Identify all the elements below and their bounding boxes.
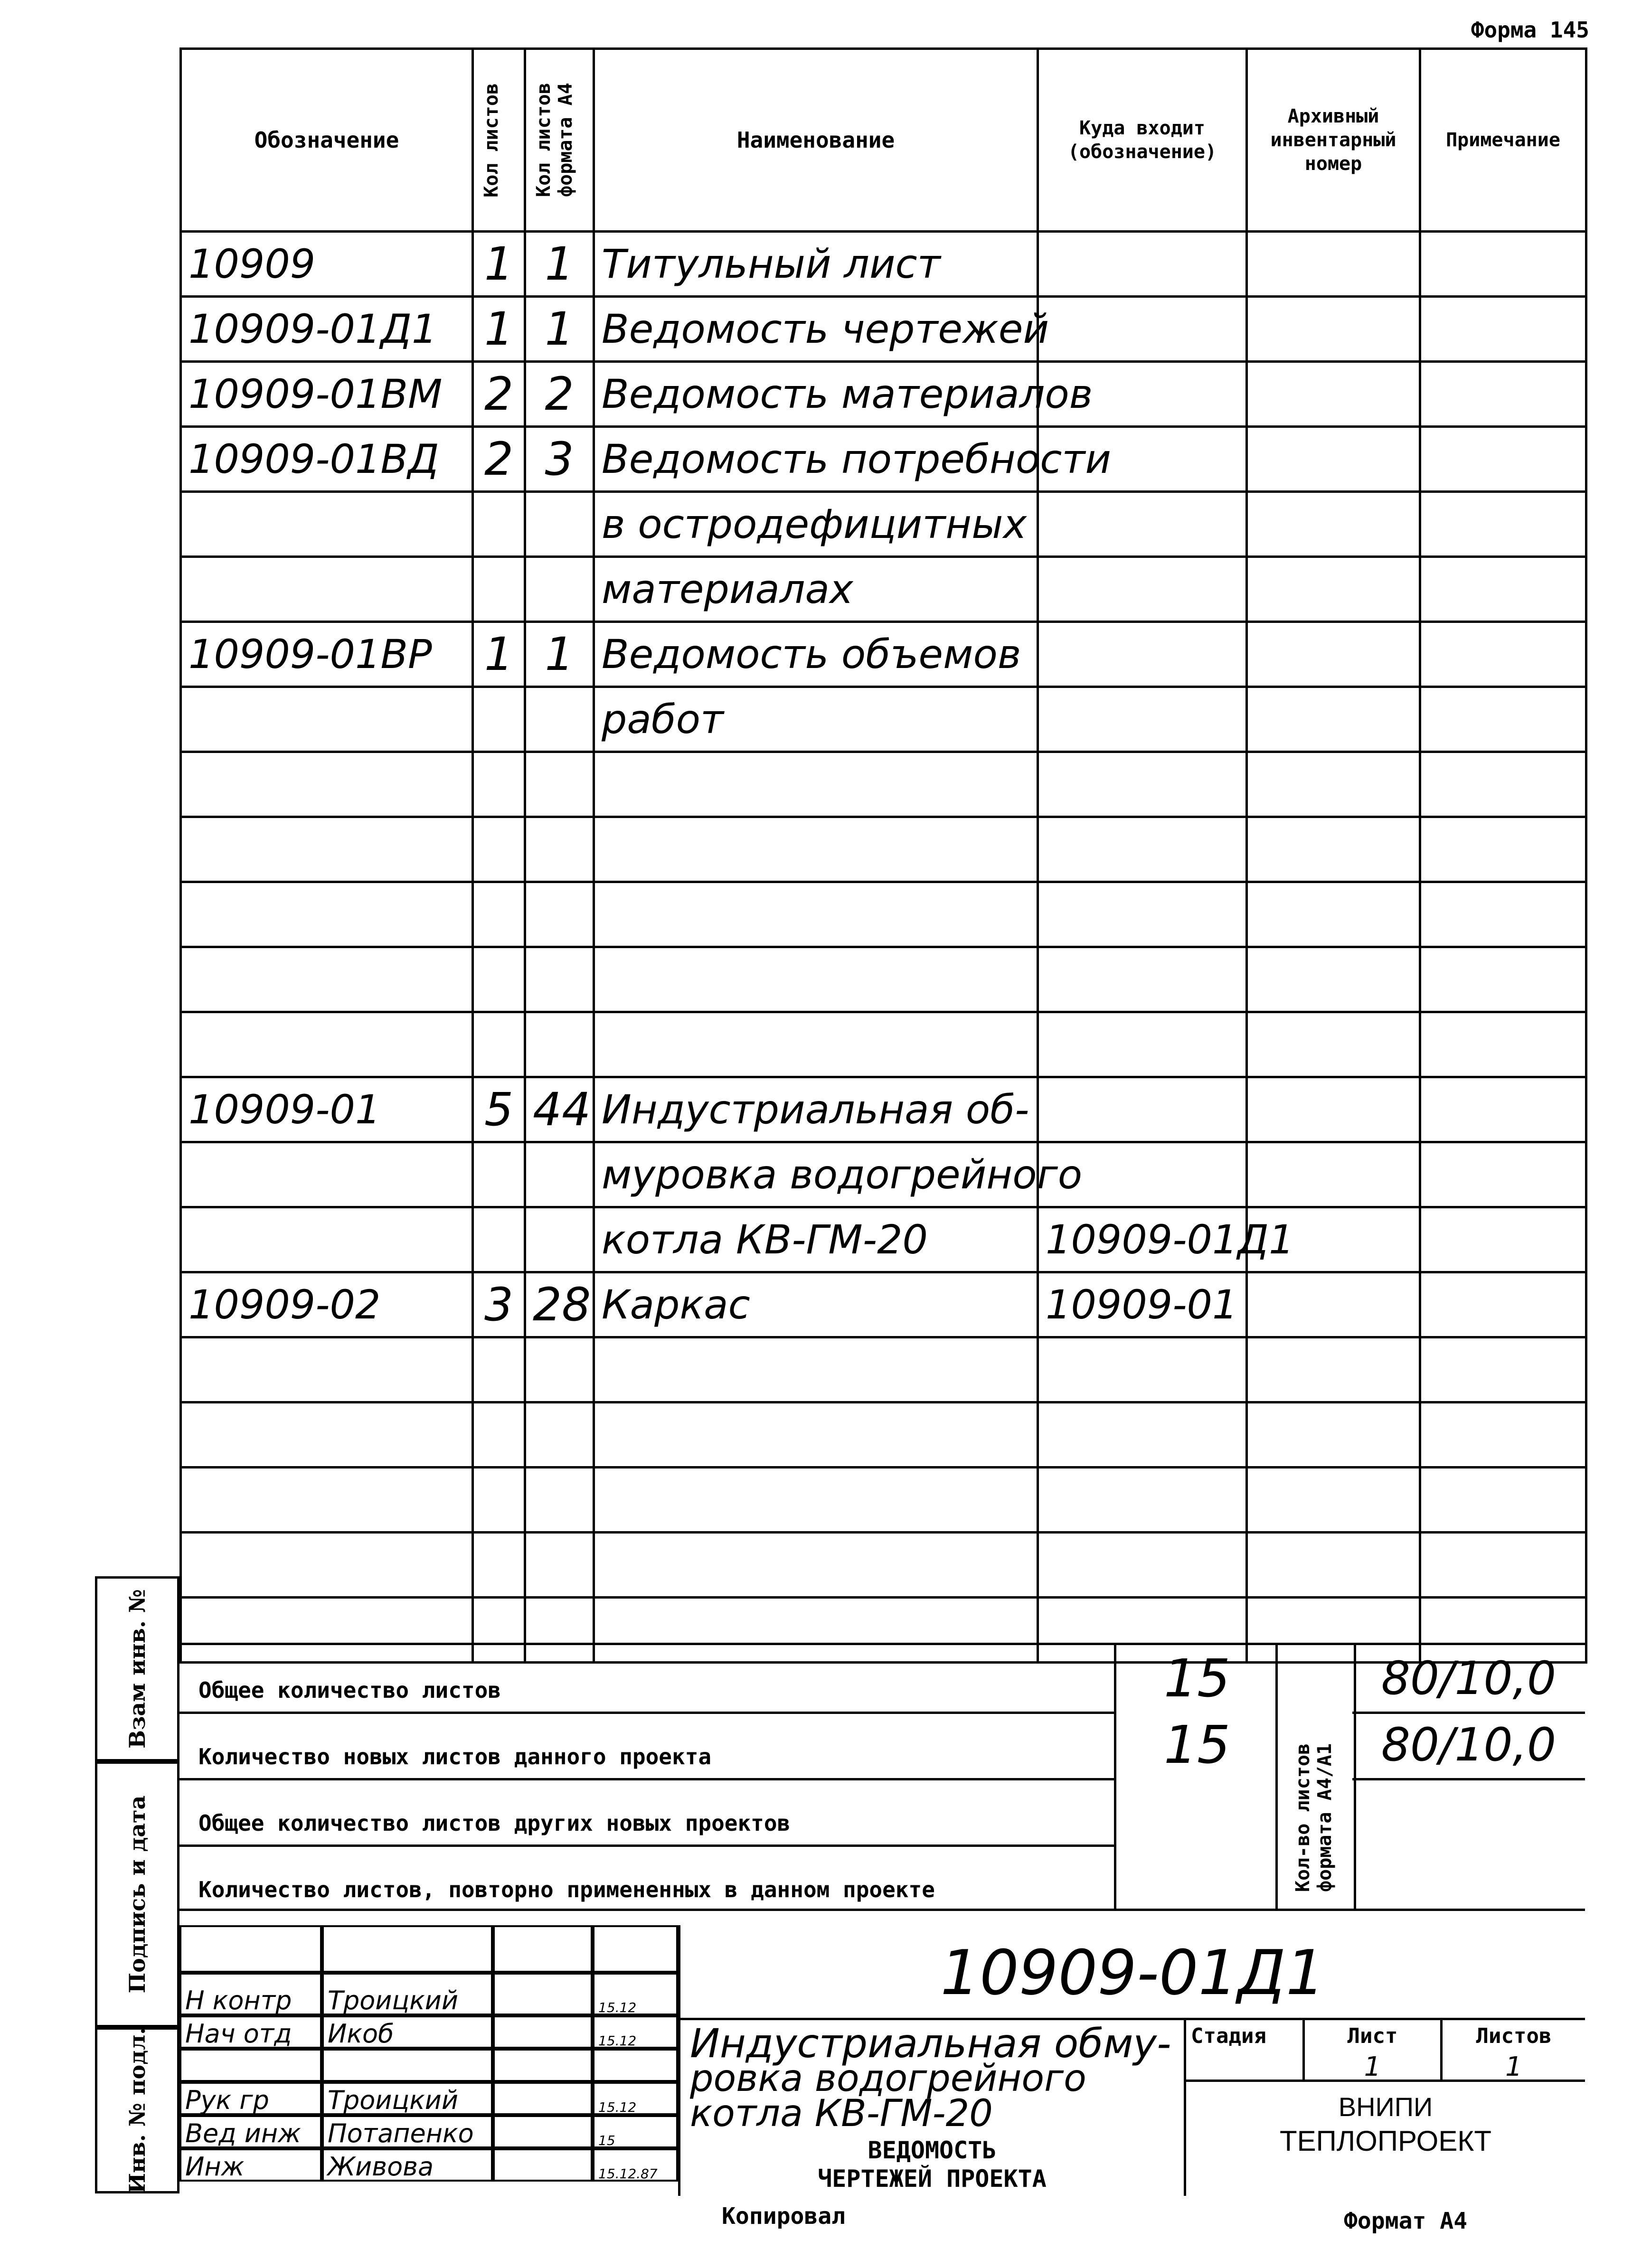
stamp-title-line-2: ровка водогрейного <box>690 2057 1086 2100</box>
stamp-sheets-cell <box>1443 2020 1585 2082</box>
table-row <box>181 1402 1586 1468</box>
signature-cell <box>322 2015 493 2049</box>
sheets-a4-cell: 28 <box>525 1272 594 1337</box>
table-row <box>181 947 1586 1012</box>
archive-cell <box>1247 1077 1420 1142</box>
archive-cell <box>1247 882 1420 947</box>
summary-other-value <box>1114 1778 1278 1845</box>
footer-copied: Копировал <box>722 2203 846 2230</box>
archive-cell <box>1247 1468 1420 1533</box>
part-of-cell <box>1038 752 1247 817</box>
designation-cell: 10909-01ВД <box>181 427 473 492</box>
table-row <box>181 427 1586 492</box>
table-row <box>181 297 1586 362</box>
part-of-cell <box>1038 232 1247 297</box>
signature-cell <box>593 2115 678 2148</box>
sheets-a4-cell <box>525 817 594 882</box>
table-row <box>181 622 1586 687</box>
stamp-org-1: ВНИПИ <box>1338 2092 1433 2122</box>
designation-cell: 10909-01ВМ <box>181 362 473 427</box>
sheets-a4-cell: 44 <box>525 1077 594 1142</box>
sheets-a4-cell: 1 <box>525 232 594 297</box>
designation-cell <box>181 882 473 947</box>
part-of-cell: 10909-01 <box>1038 1272 1247 1337</box>
note-cell <box>1420 687 1586 752</box>
name-cell <box>594 1533 1038 1598</box>
designation-cell <box>181 557 473 622</box>
designation-cell <box>181 1207 473 1272</box>
signature-cell <box>322 2115 493 2148</box>
designation-cell <box>181 1468 473 1533</box>
stamp-sheet-value: 1 <box>1364 2052 1381 2082</box>
sheets-a4-cell: 1 <box>525 297 594 362</box>
signature-cell <box>493 1925 593 1973</box>
note-cell <box>1420 622 1586 687</box>
table-row <box>181 1272 1586 1337</box>
table-row <box>181 817 1586 882</box>
note-cell <box>1420 297 1586 362</box>
sheets-count-cell: 5 <box>473 1077 525 1142</box>
name-cell: Ведомость потребности <box>594 427 1038 492</box>
side-inv-orig: Инв. № подл. <box>95 2027 179 2193</box>
name-cell <box>594 1468 1038 1533</box>
format-total-value: 80/10,0 <box>1352 1645 1585 1714</box>
note-cell <box>1420 1533 1586 1598</box>
col-sheets-a4: Кол листов формата А4 <box>525 49 594 232</box>
table-row <box>181 882 1586 947</box>
table-row <box>181 492 1586 557</box>
sheets-count-cell <box>473 1207 525 1272</box>
archive-cell <box>1247 622 1420 687</box>
signature-cell <box>593 1925 678 1973</box>
note-cell <box>1420 1077 1586 1142</box>
sheets-a4-cell <box>525 1337 594 1402</box>
name-cell <box>594 1337 1038 1402</box>
sheets-count-cell <box>473 1468 525 1533</box>
stamp-sheet-cell <box>1305 2020 1443 2082</box>
signature-cell <box>179 2015 322 2049</box>
signature-cell <box>493 2015 593 2049</box>
sheets-count-cell: 1 <box>473 622 525 687</box>
sheets-count-cell: 3 <box>473 1272 525 1337</box>
signature-cell <box>322 2082 493 2115</box>
table-row <box>181 1077 1586 1142</box>
name-cell <box>594 882 1038 947</box>
stamp-sheet-label: Лист <box>1347 2024 1398 2048</box>
sheets-count-cell <box>473 1402 525 1468</box>
sheets-count-cell <box>473 752 525 817</box>
part-of-cell <box>1038 1337 1247 1402</box>
part-of-cell <box>1038 297 1247 362</box>
sheets-count-cell <box>473 492 525 557</box>
note-cell <box>1420 232 1586 297</box>
title-block <box>179 1909 1585 2196</box>
name-cell: муровка водогрейного <box>594 1142 1038 1207</box>
stamp-title <box>678 2020 1186 2196</box>
table-row <box>181 362 1586 427</box>
name-cell: Каркас <box>594 1272 1038 1337</box>
sheets-a4-cell <box>525 687 594 752</box>
col-name: Наименование <box>594 49 1038 232</box>
sheets-a4-cell <box>525 1207 594 1272</box>
stamp-title-line-3: котла КВ-ГМ-20 <box>690 2092 993 2135</box>
sheets-count-cell <box>473 1533 525 1598</box>
format-new-value: 80/10,0 <box>1352 1712 1585 1780</box>
stamp-sheets-label: Листов <box>1476 2024 1552 2048</box>
signature-cell <box>179 2082 322 2115</box>
name-cell: материалах <box>594 557 1038 622</box>
col-archive: Архивный инвентарный номер <box>1247 49 1420 232</box>
designation-cell <box>181 752 473 817</box>
signature-cell <box>493 2049 593 2082</box>
signature-cell <box>593 2049 678 2082</box>
archive-cell <box>1247 947 1420 1012</box>
stamp-date: 15 <box>598 2133 615 2148</box>
sheets-a4-cell <box>525 1012 594 1077</box>
designation-cell <box>181 947 473 1012</box>
signature-cell <box>593 1973 678 2015</box>
stamp-title-line-1: Индустриальная обму- <box>690 2020 1171 2067</box>
part-of-cell <box>1038 947 1247 1012</box>
signature-cell <box>593 2082 678 2115</box>
signature-cell <box>593 2148 678 2182</box>
note-cell <box>1420 1402 1586 1468</box>
signature-cell <box>493 2082 593 2115</box>
designation-cell: 10909-01 <box>181 1077 473 1142</box>
designation-cell <box>181 1012 473 1077</box>
sheets-count-cell <box>473 1337 525 1402</box>
summary-total-label: Общее количество листов <box>198 1677 501 1703</box>
stamp-stage-cell <box>1186 2020 1305 2082</box>
drawings-register-table <box>179 47 1587 1664</box>
stamp-date: 15.12 <box>598 2099 637 2115</box>
designation-cell <box>181 1402 473 1468</box>
designation-cell <box>181 687 473 752</box>
sheets-count-cell <box>473 687 525 752</box>
stamp-sheets-value: 1 <box>1505 2052 1522 2082</box>
archive-cell <box>1247 557 1420 622</box>
sheets-a4-cell: 2 <box>525 362 594 427</box>
note-cell <box>1420 1468 1586 1533</box>
signature-cell <box>179 2115 322 2148</box>
sheet-count-summary <box>179 1643 1585 1911</box>
stamp-person: Троицкий <box>328 2085 458 2115</box>
part-of-cell <box>1038 817 1247 882</box>
part-of-cell <box>1038 492 1247 557</box>
sheets-a4-cell <box>525 557 594 622</box>
summary-new-label: Количество новых листов данного проекта <box>198 1744 712 1769</box>
stamp-person: Потапенко <box>328 2118 474 2148</box>
stamp-stage-label: Стадия <box>1191 2024 1266 2048</box>
sheets-a4-cell <box>525 492 594 557</box>
archive-cell <box>1247 1012 1420 1077</box>
designation-cell: 10909-02 <box>181 1272 473 1337</box>
part-of-cell <box>1038 1533 1247 1598</box>
stamp-role: Рук гр <box>185 2085 269 2115</box>
side-inv-replace: Взам инв. № <box>95 1576 179 1761</box>
sheets-a4-cell <box>525 947 594 1012</box>
stamp-role: Вед инж <box>185 2118 301 2148</box>
col-designation: Обозначение <box>181 49 473 232</box>
format-label-cell <box>1275 1645 1356 1911</box>
archive-cell <box>1247 297 1420 362</box>
archive-cell <box>1247 232 1420 297</box>
signature-cell <box>322 2148 493 2182</box>
archive-cell <box>1247 1272 1420 1337</box>
table-row <box>181 232 1586 297</box>
col-sheets-count: Кол листов <box>473 49 525 232</box>
name-cell <box>594 947 1038 1012</box>
designation-cell <box>181 1337 473 1402</box>
note-cell <box>1420 1012 1586 1077</box>
signature-cell <box>179 2049 322 2082</box>
name-cell: Ведомость объемов <box>594 622 1038 687</box>
note-cell <box>1420 557 1586 622</box>
sheets-a4-cell <box>525 752 594 817</box>
part-of-cell <box>1038 622 1247 687</box>
name-cell: Ведомость материалов <box>594 362 1038 427</box>
table-row <box>181 1533 1586 1598</box>
part-of-cell <box>1038 687 1247 752</box>
signature-cell <box>322 1973 493 2015</box>
note-cell <box>1420 1207 1586 1272</box>
summary-reused-value <box>1114 1845 1278 1911</box>
part-of-cell <box>1038 882 1247 947</box>
stamp-person: Троицкий <box>328 1986 458 2015</box>
archive-cell <box>1247 1337 1420 1402</box>
designation-cell: 10909 <box>181 232 473 297</box>
sheets-a4-cell: 1 <box>525 622 594 687</box>
sheets-count-cell <box>473 817 525 882</box>
stamp-org-2: ТЕПЛОПРОЕКТ <box>1280 2125 1491 2157</box>
signature-cell <box>493 2148 593 2182</box>
name-cell: котла КВ-ГМ-20 <box>594 1207 1038 1272</box>
part-of-cell <box>1038 557 1247 622</box>
sheets-count-cell: 2 <box>473 362 525 427</box>
table-header-row <box>181 49 1586 232</box>
part-of-cell <box>1038 1402 1247 1468</box>
stamp-doc-title-1: ВЕДОМОСТЬ <box>868 2136 997 2164</box>
col-note: Примечание <box>1420 49 1586 232</box>
table-row <box>181 1468 1586 1533</box>
sheets-count-cell: 1 <box>473 297 525 362</box>
note-cell <box>1420 427 1586 492</box>
archive-cell <box>1247 687 1420 752</box>
archive-cell <box>1247 1402 1420 1468</box>
sheets-count-cell: 1 <box>473 232 525 297</box>
name-cell <box>594 1012 1038 1077</box>
form-label: Форма 145 <box>1471 17 1589 43</box>
sheets-count-cell <box>473 947 525 1012</box>
archive-cell <box>1247 1533 1420 1598</box>
note-cell <box>1420 1142 1586 1207</box>
part-of-cell <box>1038 1077 1247 1142</box>
name-cell <box>594 817 1038 882</box>
signature-cell <box>179 2148 322 2182</box>
stamp-person: Икоб <box>328 2019 394 2049</box>
name-cell: Титульный лист <box>594 232 1038 297</box>
sheets-a4-cell <box>525 1142 594 1207</box>
note-cell <box>1420 947 1586 1012</box>
designation-cell: 10909-01ВР <box>181 622 473 687</box>
sheets-count-cell <box>473 882 525 947</box>
summary-other-row <box>179 1778 1114 1847</box>
stamp-date: 15.12 <box>598 2000 637 2015</box>
summary-other-label: Общее количество листов других новых проектов <box>198 1810 791 1836</box>
archive-cell <box>1247 817 1420 882</box>
note-cell <box>1420 752 1586 817</box>
table-row <box>181 1337 1586 1402</box>
signature-cell <box>179 1973 322 2015</box>
designation-cell <box>181 1533 473 1598</box>
archive-cell <box>1247 752 1420 817</box>
summary-total-value: 15 <box>1114 1645 1278 1712</box>
sheets-a4-cell <box>525 882 594 947</box>
stamp-code: 10909-01Д1 <box>678 1925 1585 2020</box>
part-of-cell <box>1038 1468 1247 1533</box>
designation-cell <box>181 1142 473 1207</box>
name-cell <box>594 1402 1038 1468</box>
sheets-count-cell <box>473 1012 525 1077</box>
name-cell: Индустриальная об- <box>594 1077 1038 1142</box>
col-part-of: Куда входит (обозначение) <box>1038 49 1247 232</box>
sheets-a4-cell <box>525 1402 594 1468</box>
name-cell: Ведомость чертежей <box>594 297 1038 362</box>
sheets-a4-cell: 3 <box>525 427 594 492</box>
stamp-date: 15.12 <box>598 2033 637 2049</box>
signature-cell <box>322 2049 493 2082</box>
summary-new-row <box>179 1712 1114 1780</box>
table-row <box>181 752 1586 817</box>
signature-cell <box>493 1973 593 2015</box>
archive-cell <box>1247 1142 1420 1207</box>
table-row <box>181 1012 1586 1077</box>
note-cell <box>1420 362 1586 427</box>
stamp-role: Нач отд <box>185 2019 292 2049</box>
signature-cell <box>593 2015 678 2049</box>
note-cell <box>1420 1272 1586 1337</box>
stamp-role: Н контр <box>185 1986 292 2015</box>
archive-cell <box>1247 362 1420 427</box>
stamp-person: Живова <box>328 2152 434 2182</box>
table-row <box>181 1207 1586 1272</box>
sheets-count-cell: 2 <box>473 427 525 492</box>
designation-cell: 10909-01Д1 <box>181 297 473 362</box>
sheets-a4-cell <box>525 1533 594 1598</box>
archive-cell <box>1247 427 1420 492</box>
signature-cell <box>179 1925 322 1973</box>
signature-cell <box>322 1925 493 1973</box>
note-cell <box>1420 492 1586 557</box>
sheets-count-cell <box>473 557 525 622</box>
footer-format: Формат А4 <box>1344 2208 1468 2234</box>
name-cell <box>594 752 1038 817</box>
summary-reused-label: Количество листов, повторно примененных в данном проекте <box>198 1877 935 1902</box>
designation-cell <box>181 817 473 882</box>
summary-reused-row <box>179 1845 1114 1911</box>
format-label: Кол-во листов формата А4/А1 <box>1292 1743 1336 1892</box>
stamp-doc-title-2: ЧЕРТЕЖЕЙ ПРОЕКТА <box>818 2165 1047 2193</box>
side-sign-date: Подпись и дата <box>95 1761 179 2027</box>
part-of-cell <box>1038 1012 1247 1077</box>
designation-cell <box>181 492 473 557</box>
table-row <box>181 1142 1586 1207</box>
sheets-a4-cell <box>525 1468 594 1533</box>
note-cell <box>1420 817 1586 882</box>
part-of-cell: 10909-01Д1 <box>1038 1207 1247 1272</box>
stamp-date: 15.12.87 <box>598 2166 658 2182</box>
note-cell <box>1420 1337 1586 1402</box>
name-cell: в остродефицитных <box>594 492 1038 557</box>
stamp-role: Инж <box>185 2152 245 2182</box>
table-row <box>181 687 1586 752</box>
name-cell: работ <box>594 687 1038 752</box>
note-cell <box>1420 882 1586 947</box>
summary-total-row <box>179 1645 1114 1714</box>
summary-new-value: 15 <box>1114 1712 1278 1778</box>
sheets-count-cell <box>473 1142 525 1207</box>
signature-cell <box>493 2115 593 2148</box>
table-row <box>181 557 1586 622</box>
archive-cell <box>1247 492 1420 557</box>
